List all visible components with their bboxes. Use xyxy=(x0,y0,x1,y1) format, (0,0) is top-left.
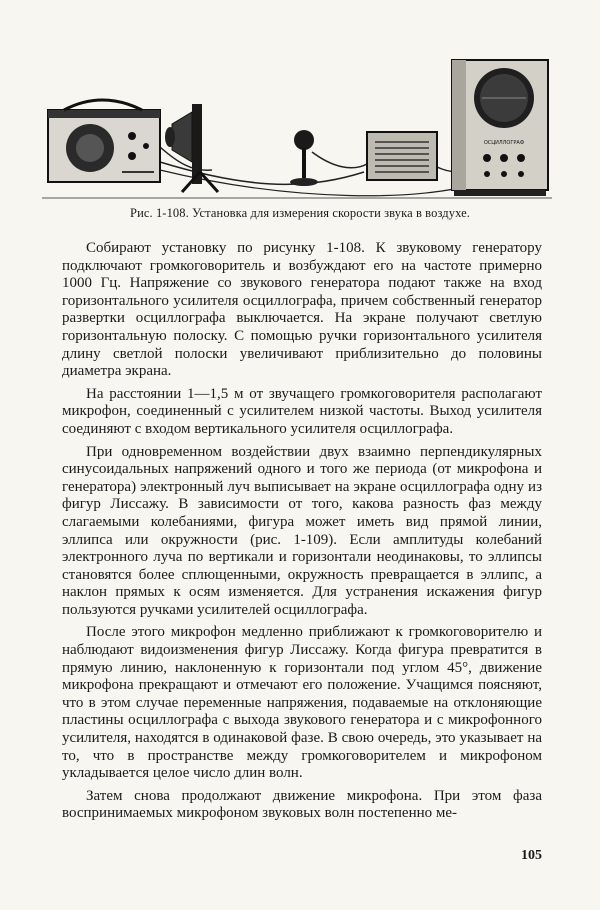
page-number: 105 xyxy=(521,848,542,863)
paragraph: При одновременном воздействии двух взаимно перпендикулярных синусоидальных напряжений одного и того же периода (от микрофона и генератора) электронный луч выписывает на экране осциллографа одну из фигур Лиссажу. В зависимости от того, какова разность фаз между слагаемыми колебаниями, фигура может иметь вид прямой линии, эллипса или окружности (рис. 1-109). Если амплитуды колебаний электронного луча по вертикали и горизонтали неодинаковы, то эллипсы становятся более сплющенными, окружность превращается в эллипс, а наклон прямых к осям изменяется. Для устранения искажения фигур пользуются ручками усилителей осциллографа. xyxy=(62,443,542,618)
apparatus-figure xyxy=(42,52,552,202)
paragraph: После этого микрофон медленно приближают к громкоговорителю и наблюдают видоизменения фигур Лиссажу. Когда фигура превратится в прямую линию, наклоненную к горизонтали под углом 45°, движение микрофона прекращают и отмечают его положение. Учащимся поясняют, что в этом случае переменные напряжения, подаваемые на отклоняющие пластины осциллографа с выхода звукового генератора и с микрофонного усилителя, находятся в одинаковой фазе. В свою очередь, это указывает на то, что в пространстве между громкоговорителем и микрофоном укладывается целое число длин волн. xyxy=(62,624,542,782)
microphone xyxy=(290,130,318,186)
oscilloscope xyxy=(452,60,548,196)
amplifier xyxy=(367,132,437,180)
paragraph: Собирают установку по рисунку 1-108. К звуковому генератору подключают громкоговоритель и возбуждают его на частоте примерно 1000 Гц. Напряжение со звукового генератора подают также на вход горизонтального усилителя осциллографа, причем собственный генератор развертки осциллографа выключается. На экране получают светлую горизонтальную полоску. С помощью ручки горизонтального усилителя длину светлой полоски увеличивают приблизительно до половины диаметра экрана. xyxy=(62,240,542,380)
apparatus-illustration xyxy=(42,52,552,202)
body-text xyxy=(62,240,542,828)
figure-caption: Рис. 1-108. Установка для измерения скорости звука в воздухе. xyxy=(130,206,470,220)
loudspeaker xyxy=(165,104,218,192)
oscilloscope-label: ОСЦИЛЛОГРАФ xyxy=(483,140,525,146)
paragraph: На расстоянии 1—1,5 м от звучащего громкоговорителя располагают микрофон, соединенный с усилителем низкой частоты. Выход усилителя соединяют с входом вертикального усилителя осциллографа. xyxy=(62,385,542,437)
sound-generator xyxy=(48,100,160,182)
paragraph: Затем снова продолжают движение микрофона. При этом фаза воспринимаемых микрофоном звуковых волн постепенно ме- xyxy=(62,787,542,822)
